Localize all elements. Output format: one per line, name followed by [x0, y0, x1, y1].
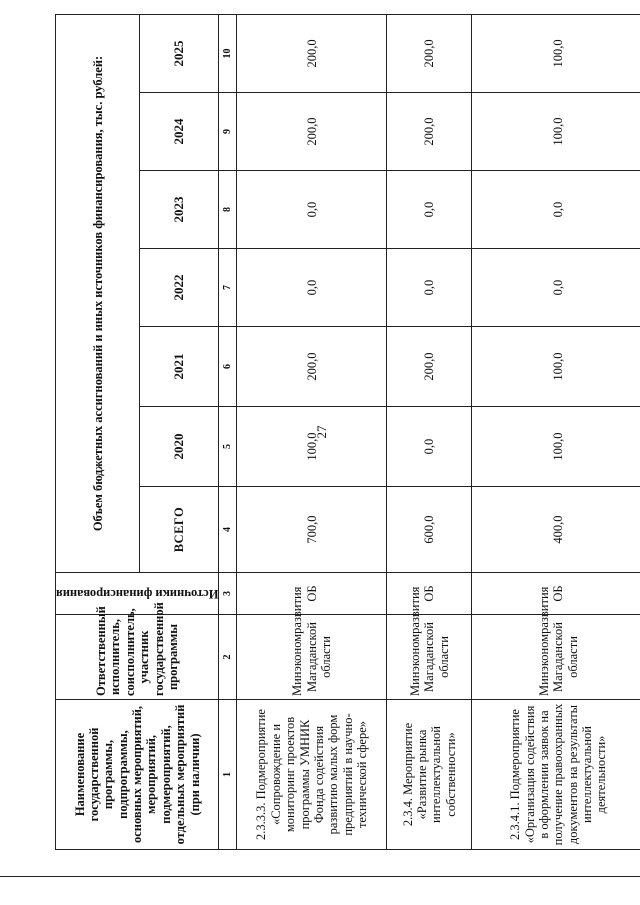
- row-value-2020: 100,0: [237, 407, 387, 487]
- row-value-2021: 100,0: [472, 327, 640, 407]
- row-source: ОБ: [387, 573, 472, 615]
- row-value-2024: 200,0: [387, 93, 472, 171]
- budget-table: [55, 14, 640, 850]
- row-value-2025: 100,0: [472, 14, 640, 92]
- row-value-2024: 200,0: [237, 93, 387, 171]
- column-number: 9: [219, 93, 237, 171]
- row-name: 2.3.4.1. Подмероприятие «Организация содействия в оформлении заявок на получение правоохранных документов на результаты интеллектуальной деятельности»: [472, 700, 640, 850]
- header-year-2021: 2021: [140, 327, 219, 407]
- column-number: 4: [219, 487, 237, 573]
- header-executor: Ответственный исполнитель, соисполнитель, участник государственной программы: [56, 615, 219, 700]
- row-value-2020: 0,0: [387, 407, 472, 487]
- column-number: 6: [219, 327, 237, 407]
- budget-table-rotated: [55, 15, 632, 850]
- row-executor: Минэкономразвития Магаданской области: [387, 615, 472, 700]
- header-volume: Объем бюджетных ассигнований и иных источников финансирования, тыс. рублей:: [56, 14, 140, 572]
- row-value-2023: 0,0: [237, 171, 387, 249]
- row-value-total: 600,0: [387, 487, 472, 573]
- column-number: 1: [219, 700, 237, 850]
- row-value-2022: 0,0: [472, 249, 640, 327]
- row-value-2023: 0,0: [387, 171, 472, 249]
- row-value-2025: 200,0: [237, 14, 387, 92]
- header-row-top: [56, 14, 140, 849]
- row-source: ОБ: [472, 573, 640, 615]
- page-number: 27: [314, 425, 329, 439]
- row-value-2024: 100,0: [472, 93, 640, 171]
- header-year-2020: 2020: [140, 407, 219, 487]
- row-value-2021: 200,0: [237, 327, 387, 407]
- table-row: [387, 14, 472, 849]
- header-source: [56, 573, 219, 615]
- table-row: [237, 14, 387, 849]
- column-number: 8: [219, 171, 237, 249]
- row-value-2020: 100,0: [472, 407, 640, 487]
- column-number: 3: [219, 573, 237, 615]
- row-value-total: 400,0: [472, 487, 640, 573]
- row-executor: Минэкономразвития Магаданской области: [237, 615, 387, 700]
- column-number: 2: [219, 615, 237, 700]
- header-year-total: ВСЕГО: [140, 487, 219, 573]
- column-number-row: [219, 14, 237, 849]
- header-year-2024: 2024: [140, 93, 219, 171]
- row-value-2022: 0,0: [237, 249, 387, 327]
- header-year-2023: 2023: [140, 171, 219, 249]
- header-name: Наименование государственной программы, подпрограммы, основных мероприятий, мероприятий, подмероприятий, отдельных мероприятий (при наличии): [56, 700, 219, 850]
- row-value-2021: 200,0: [387, 327, 472, 407]
- row-executor: Минэкономразвития Магаданской области: [472, 615, 640, 700]
- row-source: ОБ: [237, 573, 387, 615]
- header-source-text: Источники финансирования: [56, 586, 219, 601]
- header-year-2025: 2025: [140, 14, 219, 92]
- row-value-2022: 0,0: [387, 249, 472, 327]
- column-number: 7: [219, 249, 237, 327]
- header-year-2022: 2022: [140, 249, 219, 327]
- row-value-total: 700,0: [237, 487, 387, 573]
- row-value-2025: 200,0: [387, 14, 472, 92]
- row-name: 2.3.3.3. Подмероприятие «Сопровождение и мониторинг проектов программы УМНИК Фонда содействия развитию малых форм предприятий в научно-технической сфере»: [237, 700, 387, 850]
- table-row: [472, 14, 640, 849]
- row-name: 2.3.4. Мероприятие «Развитие рынка интеллектуальной собственности»: [387, 700, 472, 850]
- row-value-2023: 0,0: [472, 171, 640, 249]
- bottom-divider: [0, 876, 640, 877]
- column-number: 10: [219, 14, 237, 92]
- column-number: 5: [219, 407, 237, 487]
